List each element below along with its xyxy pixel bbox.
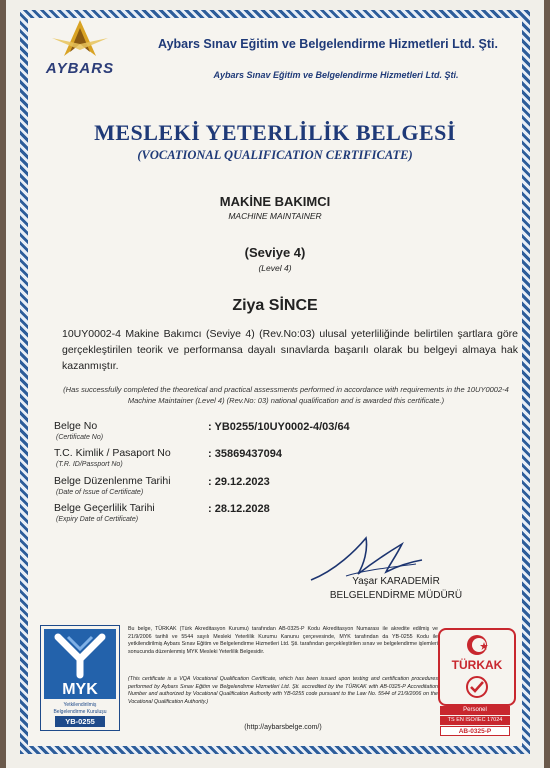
certificate-title-en: (VOCATIONAL QUALIFICATION CERTIFICATE) xyxy=(137,148,413,162)
field-sublabel-id-no: (T.R. ID/Passport No) xyxy=(56,461,123,468)
turkak-line2: TS EN ISO/IEC 17024 xyxy=(440,716,510,725)
org-name: Aybars Sınav Eğitim ve Belgelendirme Hizmetleri Ltd. Şti. xyxy=(158,37,498,51)
statement-en: (Has successfully completed the theoretical and practical assessments performed in accordance with requirements in the 10UY0002-4 Machine Maintainer (Level 4) (Rev.No: 03) national qualification and is awarded this certificate.) xyxy=(63,385,509,405)
turkak-badge xyxy=(438,628,518,736)
holder-name: Ziya SİNCE xyxy=(232,297,318,314)
certificate-title: MESLEKİ YETERLİLİK BELGESİ xyxy=(94,120,456,145)
statement-tr: 10UY0002-4 Makine Bakımcı (Seviye 4) (Rev.No:03) ulusal yeterliliğinde belirtilen şartlara göre gerçekleştirilen teorik ve performansa dayalı sınavlarda başarılı olarak bu belgeyi almaya hak kazanmıştır. xyxy=(62,328,518,372)
myk-line1: Yetkilendirilmiş xyxy=(63,702,97,708)
logo-wordmark: AYBARS xyxy=(45,60,115,77)
signer-name: Yaşar KARADEMİR xyxy=(352,576,440,587)
aybars-logo-icon xyxy=(50,18,110,58)
footer-legal-tr: Bu belge, TÜRKAK (Türk Akreditasyon Kurumu) tarafından AB-0325-P Kodu Akreditasyon Numarası ile akredite edilmiş ve 21/9/2006 tarihli ve 5544 sayılı Mesleki Yeterlilik Kurumu Kanunu çerçevesinde, MYK tarafından da YB-0255 Kodu ile yetkilendirilmiş Aybars Sınav Eğitim ve Belgelendirme Hizmetleri Ltd. Şti. tarafından gerçekleştirilen sınav ve belgelendirme işlemleri sonucunda düzenlenmiş MYK Mesleki Yeterlilik Belgesidir. xyxy=(128,626,438,655)
signer-block xyxy=(306,575,486,603)
certificate-sheet xyxy=(6,0,544,768)
org-name-italic: Aybars Sınav Eğitim ve Belgelendirme Hizmetleri Ltd. Şti. xyxy=(213,70,459,80)
turkak-logo xyxy=(438,628,516,706)
myk-symbol-icon xyxy=(44,629,116,681)
turkak-line1: Personel xyxy=(440,706,510,715)
turkak-word: TÜRKAK xyxy=(451,658,503,672)
checkmark-icon xyxy=(465,676,489,698)
field-value-certificate-no: : YB0255/10UY0002-4/03/64 xyxy=(208,421,350,433)
level-en: (Level 4) xyxy=(258,263,292,273)
myk-line2: Belgelendirme Kuruluşu xyxy=(53,709,107,715)
crescent-star-icon xyxy=(464,634,490,656)
profession: MAKİNE BAKIMCI xyxy=(219,194,331,209)
signer-title: BELGELENDİRME MÜDÜRÜ xyxy=(329,590,463,601)
field-sublabel-issue-date: (Date of Issue of Certificate) xyxy=(56,489,144,496)
level: (Seviye 4) xyxy=(244,245,306,260)
field-label-issue-date: Belge Düzenlenme Tarihi xyxy=(54,475,171,487)
myk-word: MYK xyxy=(44,681,116,699)
myk-badge xyxy=(40,625,120,731)
field-label-certificate-no: Belge No xyxy=(54,420,98,432)
field-value-id-no: : 35869437094 xyxy=(208,448,283,460)
footer-legal-en: (This certificate is a VQA Vocational Qualification Certificate, which has been issued upon testing and certification procedures performed by Aybars Sınav Eğitim ve Belgelendirme Hizmetleri Ltd. Şti. accredited by the TÜRKAK with AB-0325-P Accreditation Number and authorized by Vocational Qualification Authority with YB-0255 code pursuant to the Law No. 5544 of 21/9/2006 on the Vocational Qualification Authority.) xyxy=(128,676,438,705)
field-sublabel-expiry-date: (Expiry Date of Certificate) xyxy=(56,516,139,523)
field-label-expiry-date: Belge Geçerlilik Tarihi xyxy=(54,502,155,514)
footer-url: (http://aybarsbelge.com/) xyxy=(244,724,322,731)
field-label-id-no: T.C. Kimlik / Pasaport No xyxy=(54,447,171,459)
field-value-expiry-date: : 28.12.2028 xyxy=(208,503,270,515)
turkak-code: AB-0325-P xyxy=(440,726,510,736)
profession-en: MACHINE MAINTAINER xyxy=(228,211,322,221)
myk-code: YB-0255 xyxy=(55,716,105,727)
field-sublabel-certificate-no: (Certificate No) xyxy=(56,434,104,441)
field-value-issue-date: : 29.12.2023 xyxy=(208,476,270,488)
